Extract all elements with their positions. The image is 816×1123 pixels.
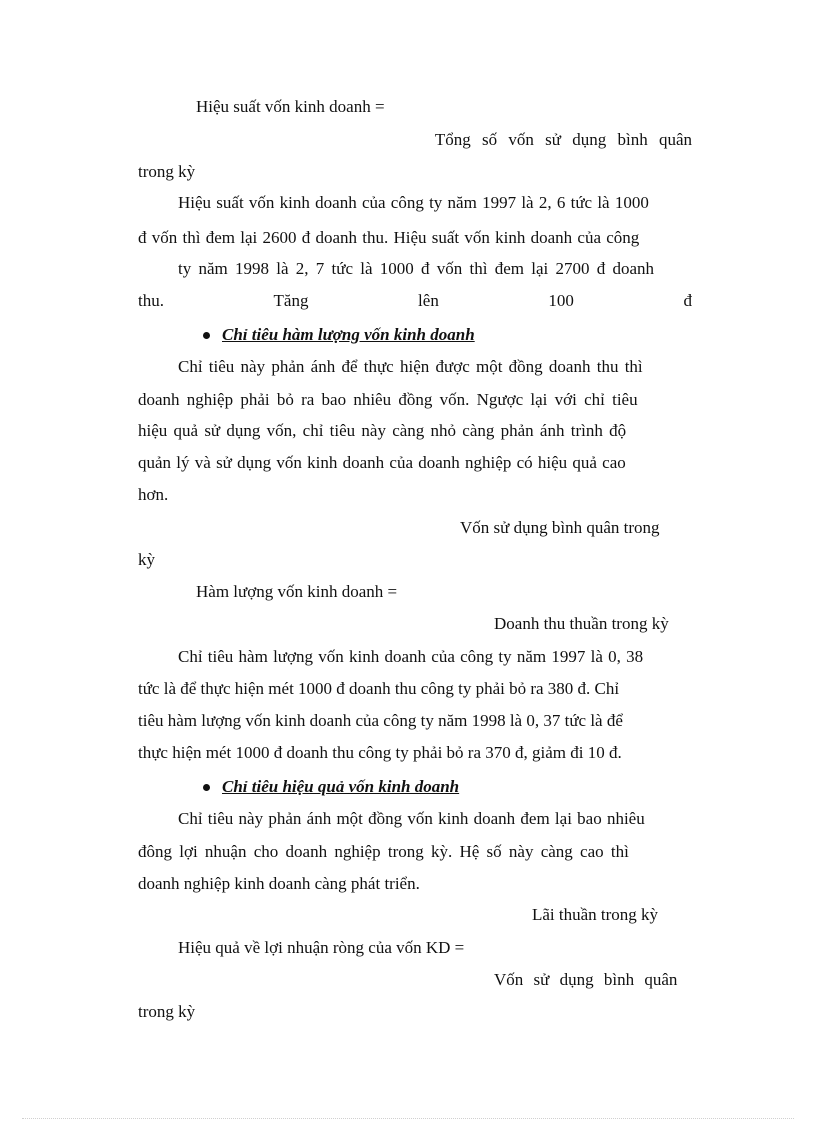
formula-numerator-text: Lãi thuần trong kỳ xyxy=(532,905,659,924)
paragraph-line: doanh nghiệp phải bỏ ra bao nhiêu đồng vốn. Ngược lại với chỉ tiêu xyxy=(138,390,638,409)
formula-label-capital-content: Hàm lượng vốn kinh doanh = xyxy=(196,582,398,601)
section-heading-capital-content: Chỉ tiêu hàm lượng vốn kinh doanh xyxy=(222,325,475,344)
paragraph-line: Chỉ tiêu hàm lượng vốn kinh doanh của công ty năm 1997 là 0, 38 xyxy=(178,647,644,666)
word: 100 xyxy=(548,291,574,310)
formula-label-asset-efficiency: Hiệu suất vốn kinh doanh = xyxy=(196,97,385,116)
formula-denominator-continuation: trong kỳ xyxy=(138,162,196,181)
paragraph-line: Chỉ tiêu này phản ánh để thực hiện được một đồng doanh thu thì xyxy=(178,357,643,376)
page-bottom-divider xyxy=(22,1118,794,1119)
word: thu. xyxy=(138,291,164,310)
bullet-icon xyxy=(203,784,210,791)
word: lên xyxy=(418,291,439,310)
formula-denominator-text: Tổng số vốn sử dụng bình quân xyxy=(434,130,692,149)
paragraph-line: đông lợi nhuận cho doanh nghiệp trong kỳ. Hệ số này càng cao thì xyxy=(138,842,629,861)
paragraph-line: tiêu hàm lượng vốn kinh doanh của công ty năm 1998 là 0, 37 tức là để xyxy=(138,711,623,730)
formula-numerator-text: Vốn sử dụng bình quân trong xyxy=(460,518,660,537)
formula-denominator-text: Vốn sử dụng bình quân xyxy=(494,970,678,989)
paragraph-line: Hiệu suất vốn kinh doanh của công ty năm 1997 là 2, 6 tức là 1000 xyxy=(178,193,649,212)
paragraph-line: thực hiện mét 1000 đ doanh thu công ty phải bỏ ra 370 đ, giảm đi 10 đ. xyxy=(138,743,622,762)
word: đ xyxy=(683,291,692,310)
formula-numerator-continuation: kỳ xyxy=(138,550,155,569)
word: Tăng xyxy=(273,291,309,310)
paragraph-line-justified xyxy=(138,290,692,312)
paragraph-line: hiệu quả sử dụng vốn, chỉ tiêu này càng nhỏ càng phản ánh trình độ xyxy=(138,421,627,440)
paragraph-line: Chỉ tiêu này phản ánh một đồng vốn kinh doanh đem lại bao nhiêu xyxy=(178,809,645,828)
bullet-icon xyxy=(203,332,210,339)
paragraph-line: quản lý và sử dụng vốn kinh doanh của doanh nghiệp có hiệu quả cao xyxy=(138,453,626,472)
formula-label-net-profit: Hiệu quả về lợi nhuận ròng của vốn KD = xyxy=(178,938,465,957)
formula-denominator-text: Doanh thu thuần trong kỳ xyxy=(494,614,669,633)
paragraph-line: hơn. xyxy=(138,485,169,504)
formula-denominator-continuation: trong kỳ xyxy=(138,1002,196,1021)
paragraph-line: doanh nghiệp kinh doanh càng phát triển. xyxy=(138,874,420,893)
paragraph-line: ty năm 1998 là 2, 7 tức là 1000 đ vốn thì đem lại 2700 đ doanh xyxy=(178,259,655,278)
paragraph-line: tức là để thực hiện mét 1000 đ doanh thu công ty phải bỏ ra 380 đ. Chỉ xyxy=(138,679,620,698)
paragraph-line: đ vốn thì đem lại 2600 đ doanh thu. Hiệu suất vốn kinh doanh của công xyxy=(138,228,640,247)
section-heading-capital-effectiveness: Chỉ tiêu hiệu quả vốn kinh doanh xyxy=(222,777,460,796)
